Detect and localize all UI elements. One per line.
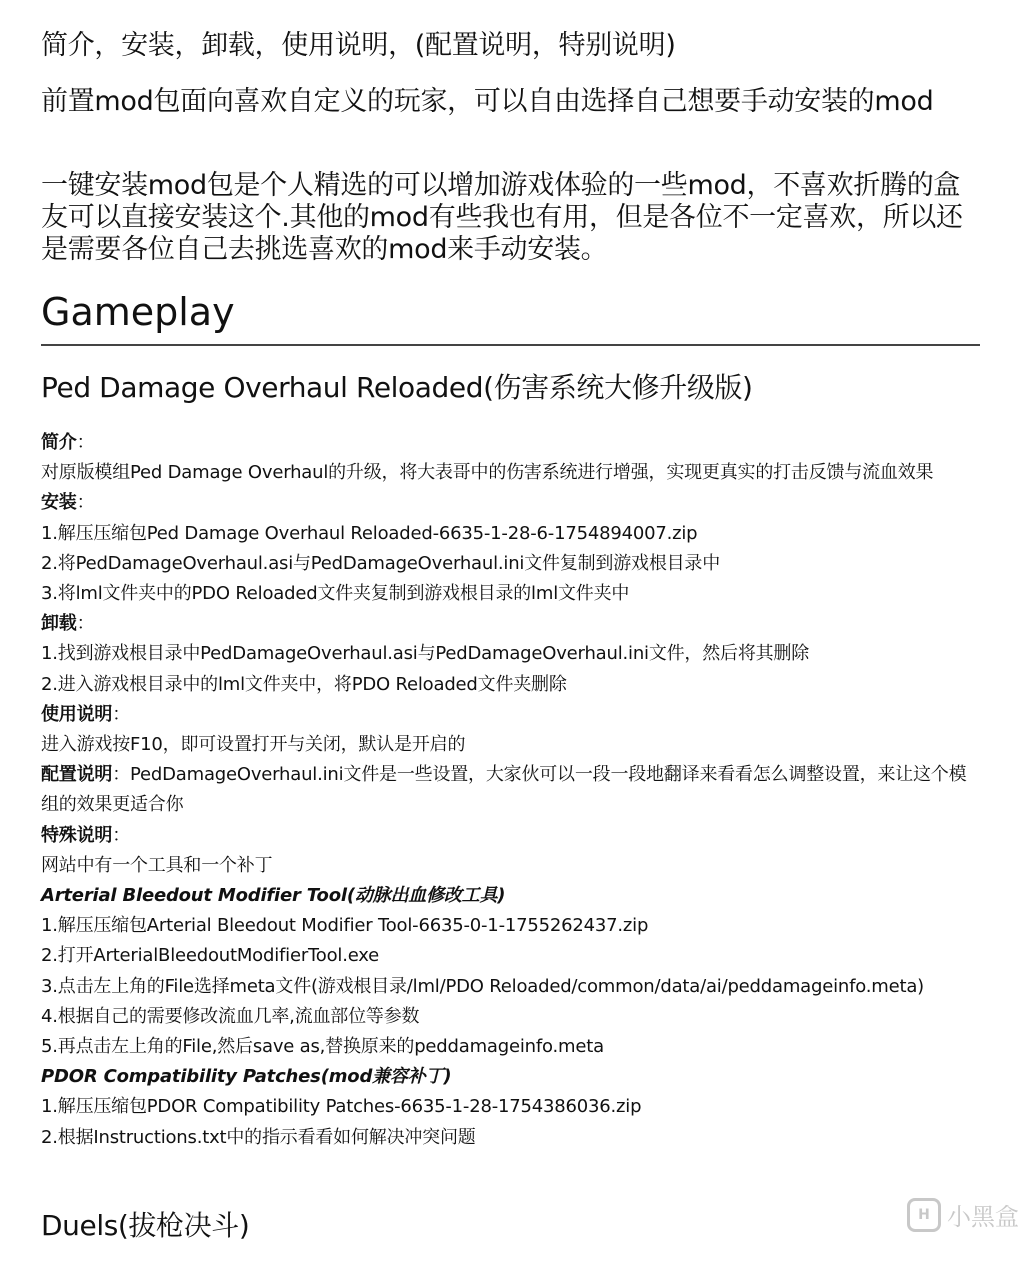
config-text: PedDamageOverhaul.ini文件是一些设置，大家伙可以一段一段地翻译来看看怎么调整设置，来让这个模组的效果更适合你 (41, 764, 967, 816)
uninstall-label: 卸载 (41, 613, 77, 635)
special-label: 特殊说明 (41, 824, 113, 846)
mod-title-pdo: Ped Damage Overhaul Reloaded(伤害系统大修升级版) (41, 371, 753, 404)
mod-title-duels: Duels(拔枪决斗) (41, 1209, 250, 1242)
patch-step: 1.解压压缩包PDOR Compatibility Patches-6635-1-28-1754386036.zip (41, 1096, 642, 1118)
config-label: 配置说明 (41, 764, 113, 786)
config-line (41, 760, 981, 820)
colon: ： (112, 764, 131, 786)
intro-line-1: 简介，安装，卸载，使用说明，(配置说明，特别说明) (41, 30, 676, 61)
xiaoheihe-logo-icon: H (907, 1198, 941, 1232)
intro-line-3: 一键安装mod包是个人精选的可以增加游戏体验的一些mod，不喜欢折腾的盒友可以直接安装这个.其他的mod有些我也有用，但是各位不一定喜欢，所以还是需要各位自己去挑选喜欢的mod来手动安装。 (41, 170, 963, 265)
tool-step: 4.根据自己的需要修改流血几率,流血部位等参数 (41, 1005, 420, 1027)
intro-label-line (41, 428, 981, 458)
install-step: 3.将lml文件夹中的PDO Reloaded文件夹复制到游戏根目录的lml文件夹中 (41, 583, 630, 605)
colon: ： (112, 824, 131, 846)
watermark-text: 小黑盒 (947, 1203, 1019, 1231)
uninstall-step: 2.进入游戏根目录中的lml文件夹中，将PDO Reloaded文件夹删除 (41, 673, 567, 695)
intro-text: 对原版模组Ped Damage Overhaul的升级，将大表哥中的伤害系统进行增强，实现更真实的打击反馈与流血效果 (41, 462, 934, 484)
usage-text: 进入游戏按F10，即可设置打开与关闭，默认是开启的 (41, 734, 466, 756)
special-text: 网站中有一个工具和一个补丁 (41, 854, 273, 876)
uninstall-step: 1.找到游戏根目录中PedDamageOverhaul.asi与PedDamageOverhaul.ini文件，然后将其删除 (41, 643, 810, 665)
install-label: 安装 (41, 492, 77, 514)
colon: ： (76, 432, 95, 453)
colon: ： (112, 703, 131, 725)
usage-label-line (41, 700, 981, 730)
mod-body-pdo (41, 428, 981, 1153)
tool-step: 5.再点击左上角的File,然后save as,替换原来的peddamageinfo.meta (41, 1036, 604, 1058)
intro-line-2: 前置mod包面向喜欢自定义的玩家，可以自由选择自己想要手动安装的mod (41, 86, 934, 117)
patch-step: 2.根据Instructions.txt中的指示看看如何解决冲突问题 (41, 1126, 476, 1148)
colon: ： (76, 492, 95, 514)
install-label-line (41, 488, 981, 518)
tool-title: Arterial Bleedout Modifier Tool(动脉出血修改工具) (41, 885, 506, 907)
special-label-line (41, 821, 981, 851)
colon: ： (76, 613, 95, 635)
tool-step: 2.打开ArterialBleedoutModifierTool.exe (41, 945, 380, 967)
intro-label: 简介 (41, 432, 77, 453)
section-title-gameplay: Gameplay (41, 288, 980, 346)
install-step: 1.解压压缩包Ped Damage Overhaul Reloaded-6635-1-28-6-1754894007.zip (41, 522, 698, 544)
patch-title: PDOR Compatibility Patches(mod兼容补丁) (41, 1066, 452, 1088)
usage-label: 使用说明 (41, 703, 113, 725)
tool-step: 1.解压压缩包Arterial Bleedout Modifier Tool-6635-0-1-1755262437.zip (41, 915, 649, 937)
tool-step: 3.点击左上角的File选择meta文件(游戏根目录/lml/PDO Reloaded/common/data/ai/peddamageinfo.meta) (41, 975, 924, 997)
watermark (907, 1197, 1019, 1232)
install-step: 2.将PedDamageOverhaul.asi与PedDamageOverhaul.ini文件复制到游戏根目录中 (41, 552, 721, 574)
uninstall-label-line (41, 609, 981, 639)
